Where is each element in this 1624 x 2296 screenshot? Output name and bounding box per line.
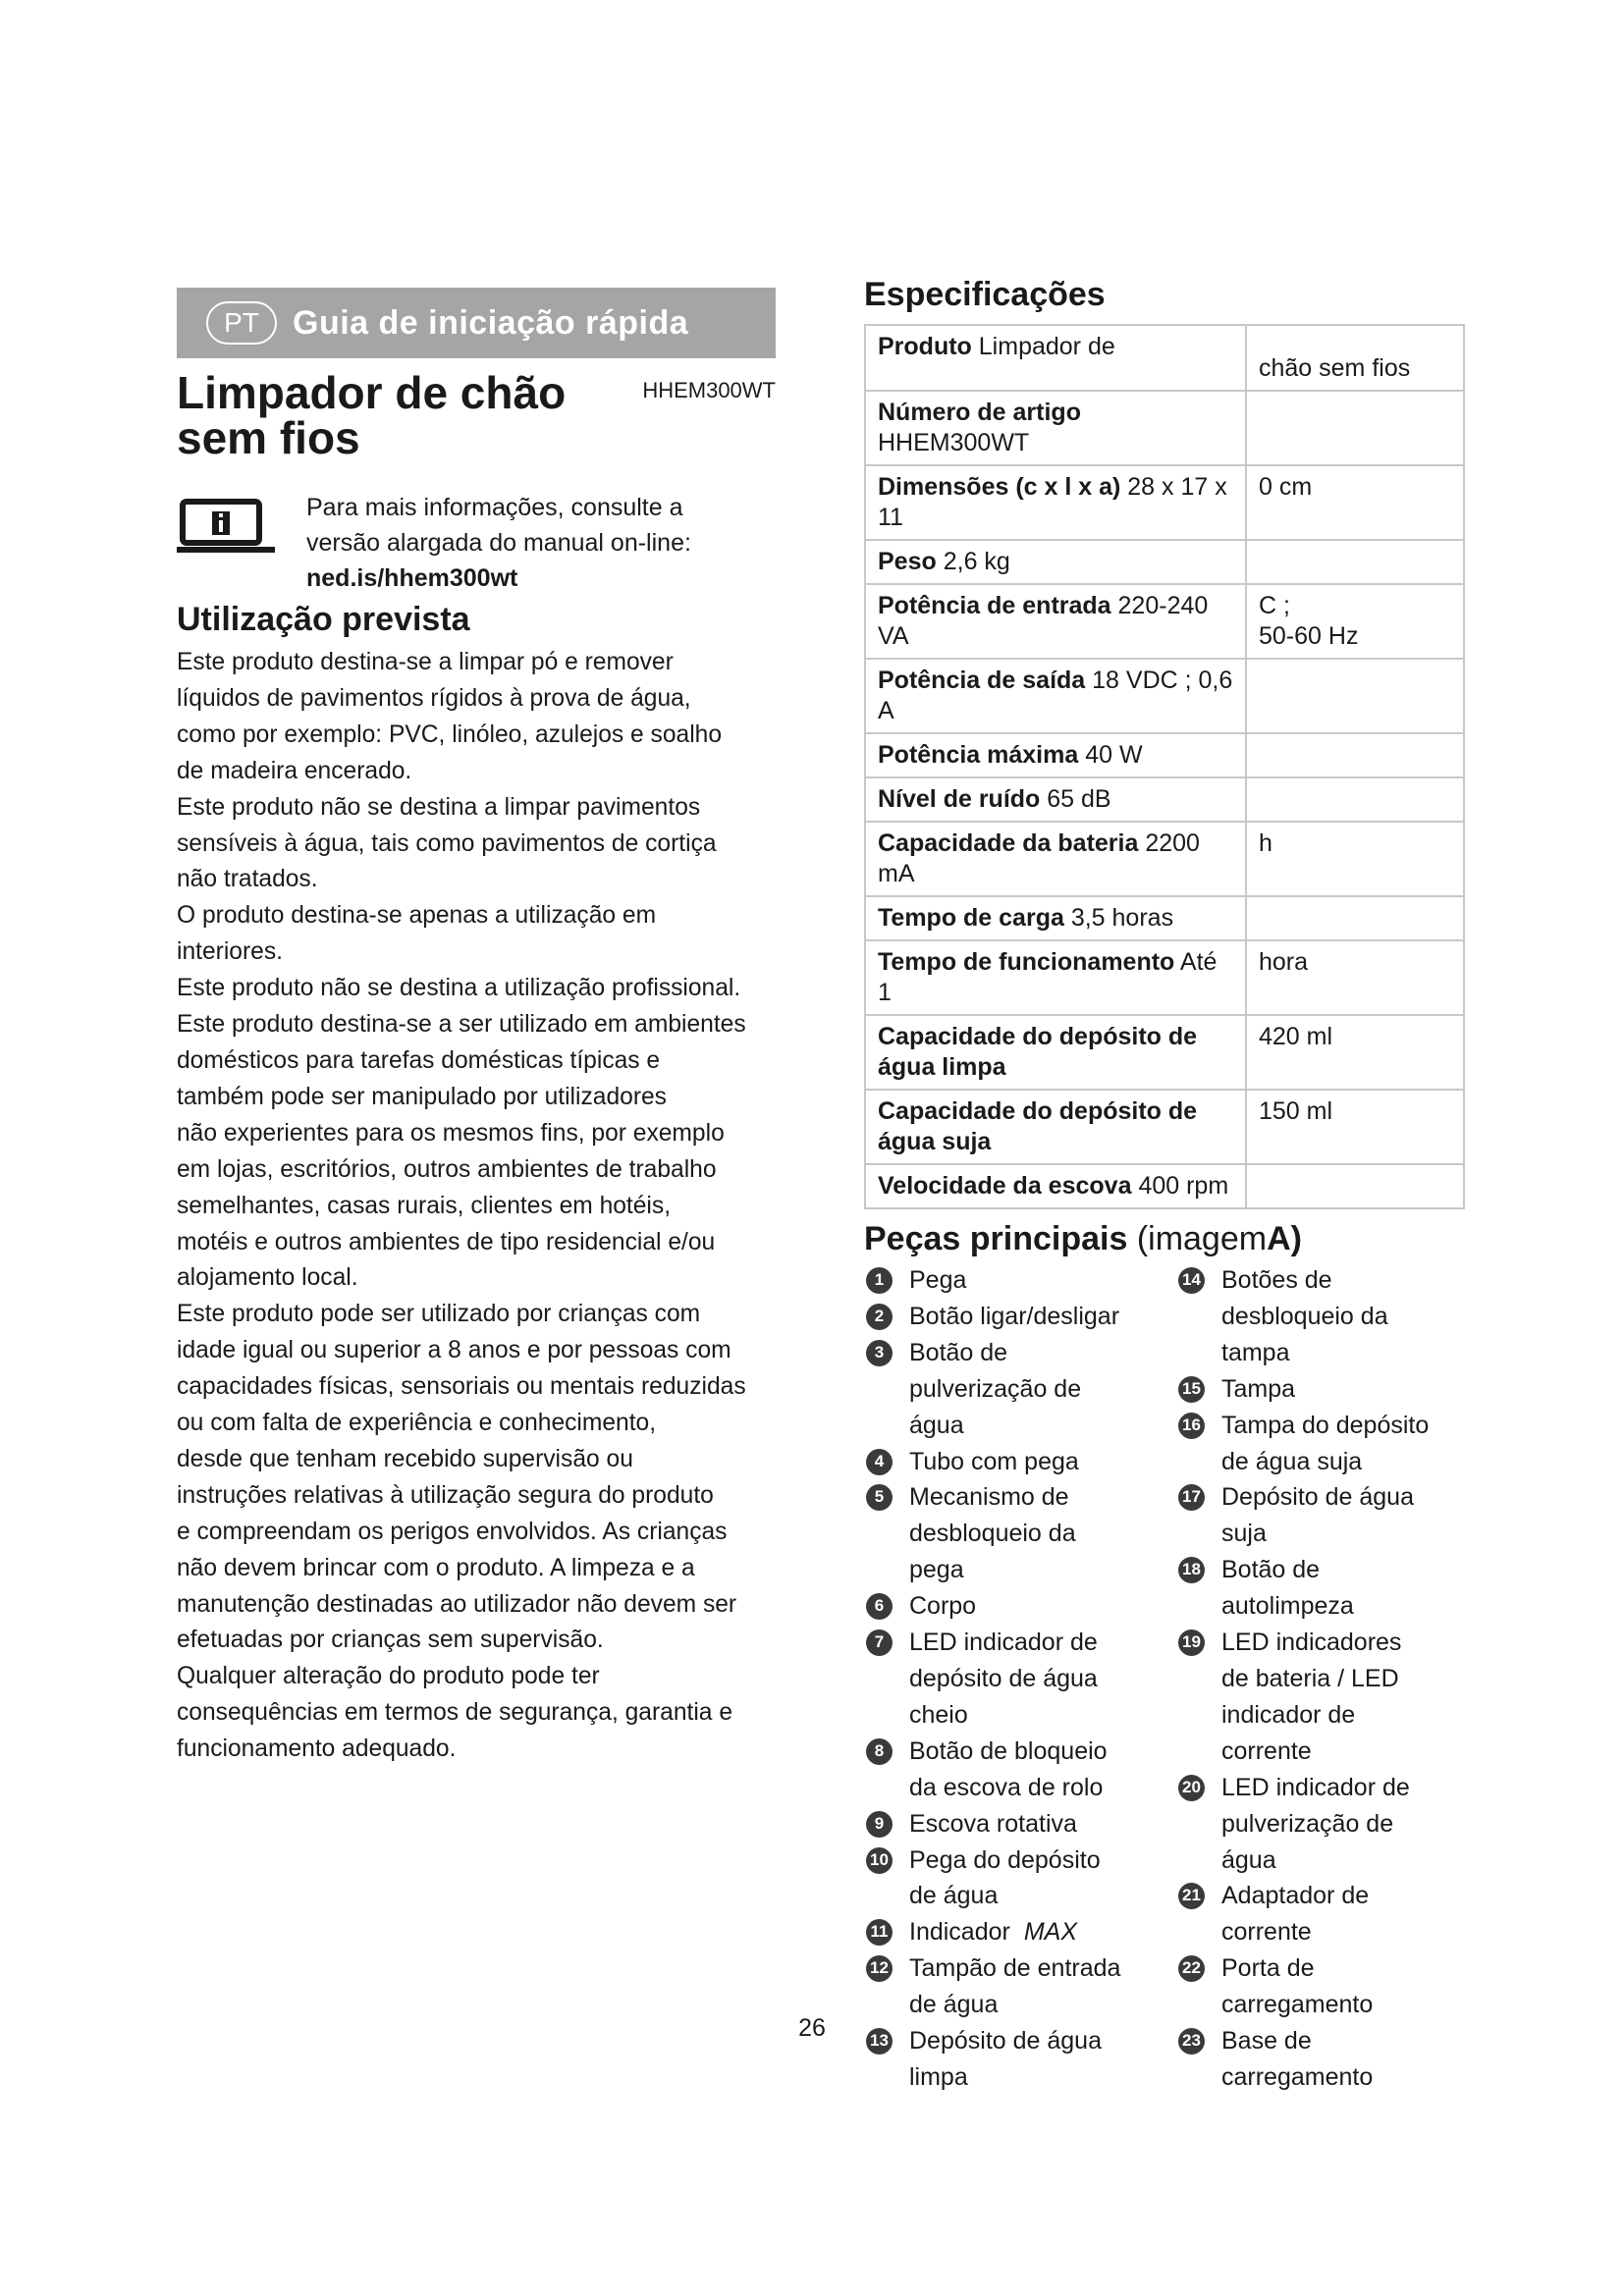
spec-value-cell: [1246, 465, 1464, 540]
part-label-line: da escova de rolo: [909, 1773, 1104, 1801]
part-item: [864, 1588, 1168, 1625]
spec-label-cell: [865, 325, 1246, 391]
spec-value-cell: [1246, 822, 1464, 896]
part-item: [864, 1950, 1168, 2023]
intended-use-line: Este produto destina-se a ser utilizado em ambientes: [177, 1011, 746, 1039]
spec-value: 3,5 horas: [1070, 904, 1174, 932]
spec-value: 65 dB: [1047, 785, 1111, 813]
part-label-line: Depósito de água: [1221, 1483, 1414, 1512]
spec-label-cell: [865, 940, 1246, 1015]
intended-use-line: não tratados.: [177, 866, 318, 893]
part-label-line: de água: [909, 1882, 999, 1910]
online-manual-info: [177, 494, 776, 592]
spec-label: Capacidade do depósito de água limpa: [878, 1023, 1198, 1081]
part-number-badge: 1: [866, 1267, 893, 1294]
intended-use-line: e compreendam os perigos envolvidos. As crianças: [177, 1518, 728, 1545]
part-label-line: depósito de água: [909, 1664, 1098, 1692]
product-title-line1: Limpador de chão: [177, 367, 567, 418]
spec-label: Capacidade da bateria: [878, 829, 1139, 857]
parts-heading-image-ref: (imagem: [1136, 1220, 1268, 1257]
part-item: [1176, 1770, 1471, 1879]
spec-label: Potência de saída: [878, 667, 1086, 694]
intended-use-line: não devem brincar com o produto. A limpeza e a: [177, 1554, 695, 1581]
intended-use-line: Qualquer alteração do produto pode ter: [177, 1663, 600, 1690]
spec-label: Dimensões (c x l x a): [878, 473, 1121, 501]
spec-label-cell: [865, 659, 1246, 733]
part-number-badge: 4: [866, 1449, 893, 1475]
part-label-line: Escova rotativa: [909, 1809, 1077, 1838]
spec-value-continued: 50-60 Hz: [1259, 622, 1359, 650]
part-number-badge: 2: [866, 1304, 893, 1330]
part-number-badge: 12: [866, 1955, 893, 1982]
parts-heading-bold: Peças principais: [864, 1220, 1128, 1257]
part-label-line: MAX: [1023, 1918, 1078, 1947]
part-item: [1176, 1408, 1471, 1480]
spec-label: Capacidade do depósito de água suja: [878, 1097, 1198, 1155]
right-column: [864, 275, 1465, 2091]
spec-row: [865, 1090, 1464, 1164]
spec-label: Tempo de carga: [878, 904, 1064, 932]
spec-label-cell: [865, 391, 1246, 465]
spec-value: 2200 mA: [878, 829, 1200, 887]
spec-row: [865, 733, 1464, 777]
intended-use-line: ou com falta de experiência e conhecimento,: [177, 1410, 657, 1437]
part-item: [864, 1806, 1168, 1842]
part-label-line: Adaptador de: [1221, 1882, 1370, 1910]
parts-heading-close: ): [1290, 1220, 1302, 1257]
intended-use-line: motéis e outros ambientes de tipo residencial e/ou: [177, 1228, 716, 1255]
title-row: [177, 367, 776, 468]
part-label-line: corrente: [1221, 1918, 1312, 1947]
spec-row: [865, 940, 1464, 1015]
part-number-badge: 8: [866, 1738, 893, 1765]
specs-table: [864, 324, 1465, 1209]
spec-value-continued: 150 ml: [1259, 1097, 1333, 1125]
part-item: [864, 1625, 1168, 1734]
part-number-badge: 9: [866, 1811, 893, 1838]
part-item: [864, 1299, 1168, 1335]
part-label-line: autolimpeza: [1221, 1592, 1354, 1621]
spec-value-cell: [1246, 584, 1464, 659]
spec-label-cell: [865, 896, 1246, 940]
intended-use-line: efetuadas por crianças sem supervisão.: [177, 1627, 604, 1654]
intended-use-line: Este produto destina-se a limpar pó e remover: [177, 649, 674, 675]
spec-value-continued: 0 cm: [1259, 473, 1313, 501]
spec-label-cell: [865, 584, 1246, 659]
language-badge: PT: [206, 301, 277, 345]
spec-label-cell: [865, 1015, 1246, 1090]
spec-label: Produto: [878, 333, 972, 360]
intended-use-line: funcionamento adequado.: [177, 1735, 457, 1763]
spec-row: [865, 540, 1464, 584]
part-item: [864, 1914, 1168, 1950]
intended-use-line: domésticos para tarefas domésticas típicas e: [177, 1046, 661, 1074]
part-label-line: Tampão de entrada: [909, 1954, 1121, 1983]
intended-use-line: capacidades físicas, sensoriais ou mentais reduzidas: [177, 1373, 746, 1401]
part-number-badge: 20: [1178, 1775, 1205, 1801]
intended-use-line: Este produto pode ser utilizado por crianças com: [177, 1301, 701, 1328]
part-item: [864, 1444, 1168, 1480]
spec-value: 400 rpm: [1138, 1172, 1229, 1200]
part-item: [864, 1734, 1168, 1806]
spec-value-continued: 420 ml: [1259, 1023, 1333, 1050]
spec-value-cell: [1246, 325, 1464, 391]
spec-value: Limpador de: [978, 333, 1115, 360]
part-label-line: desbloqueio da: [909, 1520, 1076, 1548]
part-item: [864, 1262, 1168, 1299]
spec-row: [865, 896, 1464, 940]
spec-row: [865, 659, 1464, 733]
spec-row: [865, 584, 1464, 659]
spec-label-cell: [865, 822, 1246, 896]
spec-label: Potência máxima: [878, 741, 1079, 769]
part-label-line: água: [1221, 1845, 1276, 1874]
spec-label-cell: [865, 1164, 1246, 1208]
part-label-line: Base de: [1221, 2027, 1312, 2056]
part-number-badge: 16: [1178, 1413, 1205, 1439]
spec-value: 40 W: [1085, 741, 1143, 769]
intended-use-line: desde que tenham recebido supervisão ou: [177, 1445, 633, 1472]
part-label-line: limpa: [909, 2062, 968, 2091]
part-label-line: água: [909, 1411, 964, 1439]
intended-use-line: O produto destina-se apenas a utilização em: [177, 902, 657, 930]
part-number-badge: 15: [1178, 1376, 1205, 1403]
spec-value-cell: [1246, 391, 1464, 465]
part-label-line: Tampa do depósito: [1221, 1411, 1430, 1439]
intended-use-line: como por exemplo: PVC, linóleo, azulejos e soalho: [177, 721, 723, 748]
spec-value-cell: [1246, 896, 1464, 940]
part-label-line: pega: [909, 1556, 964, 1584]
specs-heading: Especificações: [864, 276, 1106, 313]
spec-label-cell: [865, 1090, 1246, 1164]
part-label-line: LED indicador de: [1221, 1773, 1410, 1801]
spec-label-cell: [865, 777, 1246, 822]
part-label-line: Porta de: [1221, 1954, 1315, 1983]
part-label-line: Pega: [909, 1266, 967, 1294]
spec-row: [865, 777, 1464, 822]
spec-value-continued: C ;: [1259, 592, 1290, 619]
parts-list-right: [1176, 1262, 1471, 2096]
intended-use-line: sensíveis à água, tais como pavimentos de cortiça: [177, 829, 717, 857]
model-number: HHEM300WT: [642, 378, 776, 402]
intended-use-line: Este produto não se destina a utilização profissional.: [177, 975, 741, 1002]
part-label-line: Botão ligar/desligar: [909, 1302, 1120, 1330]
page-number: 26: [798, 2014, 826, 2042]
part-number-badge: 19: [1178, 1629, 1205, 1656]
intended-use-line: consequências em termos de segurança, garantia e: [177, 1699, 732, 1727]
part-number-badge: 14: [1178, 1267, 1205, 1294]
part-label-line: Mecanismo de: [909, 1483, 1069, 1512]
spec-value-cell: [1246, 659, 1464, 733]
part-label-line: Tampa: [1221, 1374, 1296, 1403]
spec-value-cell: [1246, 777, 1464, 822]
spec-value: HHEM300WT: [878, 429, 1030, 456]
spec-label: Número de artigo: [878, 399, 1081, 426]
parts-list-left: [864, 1262, 1168, 2096]
spec-value-continued: chão sem fios: [1259, 354, 1411, 382]
part-label-line: LED indicador de: [909, 1629, 1098, 1657]
part-label-line: corrente: [1221, 1736, 1312, 1765]
info-line-1: Para mais informações, consulte a: [306, 494, 683, 521]
banner-title: Guia de iniciação rápida: [293, 303, 689, 342]
part-number-badge: 5: [866, 1484, 893, 1511]
part-label-line: Botão de: [909, 1338, 1008, 1366]
part-number-badge: 3: [866, 1340, 893, 1366]
spec-value-cell: [1246, 1164, 1464, 1208]
part-label-line: Depósito de água: [909, 2027, 1102, 2056]
intended-use-line: também pode ser manipulado por utilizadores: [177, 1083, 667, 1110]
spec-row: [865, 465, 1464, 540]
parts-heading-letter: A: [1267, 1220, 1291, 1257]
part-number-badge: 18: [1178, 1557, 1205, 1583]
part-label-line: de água suja: [1221, 1447, 1363, 1475]
part-label-line: Botões de: [1221, 1266, 1332, 1294]
laptop-info-icon: [177, 498, 275, 561]
info-line-2: versão alargada do manual on-line:: [306, 529, 691, 557]
part-item: [1176, 1479, 1471, 1552]
part-item: [864, 1479, 1168, 1588]
spec-label-cell: [865, 540, 1246, 584]
spec-value: 28 x 17 x 11: [878, 473, 1227, 531]
part-number-badge: 22: [1178, 1955, 1205, 1982]
intended-use-line: instruções relativas à utilização segura do produto: [177, 1481, 714, 1509]
part-number-badge: 13: [866, 2028, 893, 2055]
intended-use-line: idade igual ou superior a 8 anos e por pessoas com: [177, 1337, 731, 1364]
part-label-line: desbloqueio da: [1221, 1302, 1388, 1330]
intended-use-line: em lojas, escritórios, outros ambientes de trabalho: [177, 1155, 717, 1183]
left-column: [177, 288, 776, 1768]
spec-label-cell: [865, 465, 1246, 540]
spec-label: Nível de ruído: [878, 785, 1041, 813]
part-number-badge: 10: [866, 1847, 893, 1874]
intended-use-line: de madeira encerado.: [177, 757, 412, 784]
part-label-line: Indicador: [909, 1918, 1010, 1947]
part-label-line: carregamento: [1221, 1991, 1374, 2019]
product-title-line2: sem fios: [177, 412, 360, 463]
spec-value-continued: hora: [1259, 948, 1309, 976]
spec-row: [865, 1015, 1464, 1090]
info-text: [306, 490, 778, 596]
part-number-badge: 23: [1178, 2028, 1205, 2055]
spec-value-cell: [1246, 940, 1464, 1015]
intended-use-line: semelhantes, casas rurais, clientes em hotéis,: [177, 1192, 672, 1219]
spec-row: [865, 822, 1464, 896]
spec-label: Tempo de funcionamento: [878, 948, 1175, 976]
spec-row: [865, 391, 1464, 465]
spec-value-cell: [1246, 1015, 1464, 1090]
intended-use-heading: Utilização prevista: [177, 601, 470, 638]
spec-value-cell: [1246, 540, 1464, 584]
intended-use-text: [177, 645, 776, 1768]
intended-use-line: interiores.: [177, 938, 283, 966]
spec-label: Velocidade da escova: [878, 1172, 1132, 1200]
part-label-line: suja: [1221, 1520, 1267, 1548]
part-label-line: pulverização de: [1221, 1809, 1394, 1838]
spec-value: 220-240 VA: [878, 592, 1209, 650]
part-item: [1176, 1878, 1471, 1950]
intended-use-line: alojamento local.: [177, 1264, 358, 1292]
part-item: [864, 1842, 1168, 1915]
part-item: [1176, 1625, 1471, 1770]
spec-value-cell: [1246, 733, 1464, 777]
part-label-line: Tubo com pega: [909, 1447, 1079, 1475]
part-number-badge: 11: [866, 1919, 893, 1946]
spec-label: Peso: [878, 548, 937, 575]
spec-label: Potência de entrada: [878, 592, 1111, 619]
part-label-line: de bateria / LED: [1221, 1664, 1399, 1692]
parts-heading: [864, 1219, 1465, 1258]
part-label-line: indicador de: [1221, 1700, 1356, 1729]
part-item: [1176, 1552, 1471, 1625]
part-number-badge: 7: [866, 1629, 893, 1656]
part-item: [864, 1335, 1168, 1444]
part-item: [1176, 1950, 1471, 2023]
part-label-line: cheio: [909, 1700, 968, 1729]
spec-row: [865, 325, 1464, 391]
part-item: [1176, 1262, 1471, 1371]
part-label-line: carregamento: [1221, 2062, 1374, 2091]
part-number-badge: 21: [1178, 1883, 1205, 1909]
spec-row: [865, 1164, 1464, 1208]
part-number-badge: 6: [866, 1593, 893, 1620]
intended-use-line: Este produto não se destina a limpar pavimentos: [177, 793, 701, 821]
spec-value: Até 1: [878, 948, 1218, 1006]
spec-value-continued: h: [1259, 829, 1272, 857]
intended-use-line: manutenção destinadas ao utilizador não devem ser: [177, 1590, 737, 1618]
intended-use-line: não experientes para os mesmos fins, por exemplo: [177, 1119, 725, 1147]
language-banner: [177, 288, 776, 358]
part-label-line: Botão de: [1221, 1556, 1321, 1584]
part-label-line: Botão de bloqueio: [909, 1736, 1108, 1765]
part-label-line: tampa: [1221, 1338, 1290, 1366]
part-label-line: Pega do depósito: [909, 1845, 1101, 1874]
spec-label-cell: [865, 733, 1246, 777]
part-item: [1176, 1371, 1471, 1408]
spec-value: 2,6 kg: [943, 548, 1010, 575]
part-label-line: pulverização de: [909, 1374, 1082, 1403]
part-number-badge: 17: [1178, 1484, 1205, 1511]
manual-url-link[interactable]: ned.is/hhem300wt: [306, 564, 518, 592]
part-label-line: LED indicadores: [1221, 1629, 1402, 1657]
spec-value: 18 VDC ; 0,6 A: [878, 667, 1233, 724]
spec-value-cell: [1246, 1090, 1464, 1164]
intended-use-line: líquidos de pavimentos rígidos à prova de água,: [177, 684, 691, 712]
part-label-line: de água: [909, 1991, 999, 2019]
part-label-line: Corpo: [909, 1592, 977, 1621]
